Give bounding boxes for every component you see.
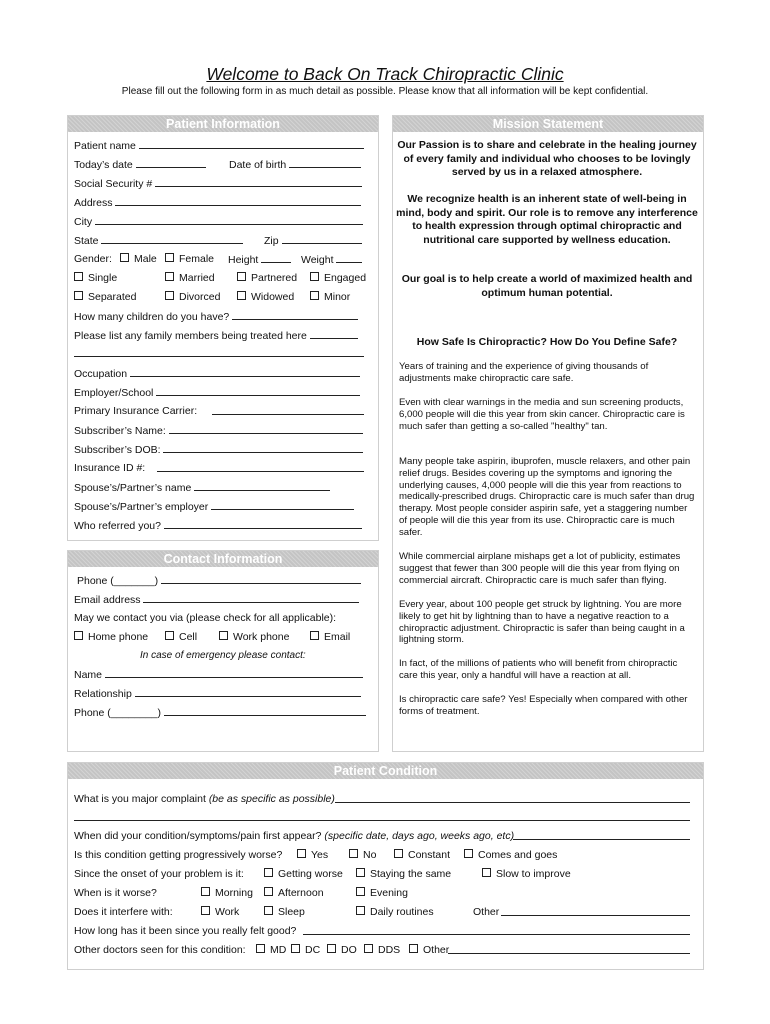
patient-name-label: Patient name: [74, 140, 136, 152]
widowed-option[interactable]: [237, 291, 294, 303]
sleep-checkbox[interactable]: [264, 906, 273, 915]
felt-good-label: How long has it been since you really felt good?: [74, 925, 297, 937]
city-field[interactable]: [95, 215, 363, 225]
patient-name-row: [74, 139, 364, 152]
dds-checkbox[interactable]: [364, 944, 373, 953]
morning-label: Morning: [215, 887, 253, 899]
dds-option[interactable]: [364, 944, 400, 956]
do-checkbox[interactable]: [327, 944, 336, 953]
work-label: Work: [215, 906, 240, 918]
emergency-phone-row: [74, 706, 366, 719]
yes-option[interactable]: [297, 849, 328, 861]
mission-passion: Our Passion is to share and celebrate in the healing journey of every family and individual who chooses to be lovingly served by us in a relaxed atmosphere.: [397, 139, 697, 178]
doctors-other-checkbox[interactable]: [409, 944, 418, 953]
married-label: Married: [179, 272, 215, 284]
morning-option[interactable]: [201, 887, 253, 899]
children-label: How many children do you have?: [74, 311, 230, 323]
onset-label: Since the onset of your problem is it:: [74, 868, 244, 880]
address-label: Address: [74, 197, 113, 209]
occupation-field[interactable]: [130, 367, 360, 377]
email-field[interactable]: [143, 593, 359, 603]
female-label: Female: [179, 253, 215, 265]
engaged-option[interactable]: [310, 272, 366, 284]
comes-goes-checkbox[interactable]: [464, 849, 473, 858]
work-checkbox[interactable]: [201, 906, 210, 915]
female-checkbox[interactable]: [165, 253, 174, 262]
emergency-label: In case of emergency please contact:: [140, 650, 306, 661]
weight-field[interactable]: [336, 253, 362, 263]
slow-label: Slow to improve: [496, 868, 571, 880]
comes-goes-option[interactable]: [464, 849, 557, 861]
interfere-other-row: [473, 906, 499, 918]
relationship-row: [74, 687, 361, 700]
constant-checkbox[interactable]: [394, 849, 403, 858]
staying-label: Staying the same: [370, 868, 452, 880]
separated-checkbox[interactable]: [74, 291, 83, 300]
phone-row: [77, 574, 361, 587]
patient-information-heading: Patient Information: [68, 116, 378, 132]
progressive-label: Is this condition getting progressively worse?: [74, 849, 283, 861]
email-option-label: Email: [324, 631, 351, 643]
no-label: No: [363, 849, 377, 861]
when-worse-label: When is it worse?: [74, 887, 157, 899]
subscriber-name-field[interactable]: [169, 424, 363, 434]
slow-checkbox[interactable]: [482, 868, 491, 877]
comes-goes-label: Comes and goes: [478, 849, 558, 861]
spouse-name-label: Spouse’s/Partner’s name: [74, 482, 192, 494]
complaint-label: What is you major complaint: [74, 793, 206, 805]
married-checkbox[interactable]: [165, 272, 174, 281]
family-field[interactable]: [310, 329, 358, 339]
employer-field[interactable]: [156, 386, 360, 396]
safe-paragraph-4: While commercial airplane mishaps get a lot of publicity, estimates suggest that fewer than 300 people will die this year from flying on commercial aircraft. Chiropractic care is much safer than flying.: [399, 551, 681, 586]
insurance-id-label: Insurance ID #:: [74, 462, 146, 474]
constant-option[interactable]: [394, 849, 450, 861]
address-field[interactable]: [115, 196, 361, 206]
insurance-label: Primary Insurance Carrier:: [74, 405, 198, 417]
single-option[interactable]: [74, 272, 117, 284]
morning-checkbox[interactable]: [201, 887, 210, 896]
mission-statement-heading: Mission Statement: [393, 116, 703, 132]
doctors-other-label: Other: [423, 944, 450, 956]
getting-worse-checkbox[interactable]: [264, 868, 273, 877]
afternoon-option[interactable]: [264, 887, 324, 899]
dds-label: DDS: [378, 944, 401, 956]
ssn-row: [74, 177, 362, 190]
felt-good-field[interactable]: [303, 934, 690, 935]
emergency-phone-label[interactable]: Phone (________): [74, 707, 161, 719]
email-checkbox[interactable]: [310, 631, 319, 640]
minor-label: Minor: [324, 291, 351, 303]
widowed-label: Widowed: [251, 291, 295, 303]
no-option[interactable]: [349, 849, 376, 861]
patient-condition-heading: Patient Condition: [68, 763, 703, 779]
phone-field[interactable]: [161, 574, 361, 584]
first-appear-hint: (specific date, days ago, weeks ago, etc): [324, 830, 515, 842]
male-option[interactable]: [120, 253, 157, 265]
emergency-phone-field[interactable]: [164, 706, 366, 716]
cell-checkbox[interactable]: [165, 631, 174, 640]
work-option[interactable]: [201, 906, 239, 918]
family-row: [74, 329, 358, 342]
emergency-name-label: Name: [74, 669, 103, 681]
email-label: Email address: [74, 594, 141, 606]
date-of-birth-field[interactable]: [289, 158, 361, 168]
weight-row: [301, 253, 362, 266]
subscriber-name-label: Subscriber’s Name:: [74, 425, 166, 437]
spouse-employer-row: [74, 500, 354, 513]
ssn-label: Social Security #: [74, 178, 153, 190]
mission-goal: Our goal is to help create a world of maximized health and optimum human potential.: [401, 273, 693, 299]
dc-option[interactable]: [291, 944, 320, 956]
cell-label: Cell: [179, 631, 198, 643]
referred-field[interactable]: [164, 519, 362, 529]
subscriber-dob-field[interactable]: [163, 443, 363, 453]
dc-checkbox[interactable]: [291, 944, 300, 953]
email-option[interactable]: [310, 631, 350, 643]
safe-paragraph-3: Many people take aspirin, ibuprofen, muscle relaxers, and other pain relief drugs. Besides covering up the symptoms and ignoring the underlying causes, 4,000 people will die this year from reactions to medically-prescribed drugs. Chiropractic care is much safer than drug therapy. Most people consider aspirin safe, yet a staggering number of people will die this year from its use. Chiropractic care is much safer.: [399, 456, 695, 538]
md-option[interactable]: [256, 944, 286, 956]
daily-routines-option[interactable]: [356, 906, 434, 918]
work-phone-label: Work phone: [233, 631, 290, 643]
weight-label: Weight: [301, 254, 334, 266]
md-label: MD: [270, 944, 287, 956]
safe-paragraph-1: Years of training and the experience of giving thousands of adjustments make chiropractic care safe.: [399, 361, 649, 384]
md-checkbox[interactable]: [256, 944, 265, 953]
patient-name-field[interactable]: [139, 139, 364, 149]
evening-checkbox[interactable]: [356, 887, 365, 896]
employer-label: Employer/School: [74, 387, 154, 399]
afternoon-label: Afternoon: [278, 887, 324, 899]
contact-information-heading: Contact Information: [68, 551, 378, 567]
relationship-label: Relationship: [74, 688, 132, 700]
height-row: [228, 253, 291, 266]
spouse-employer-field[interactable]: [211, 500, 354, 510]
gender-label: Gender:: [74, 253, 112, 265]
occupation-row: [74, 367, 360, 380]
employer-row: [74, 386, 360, 399]
todays-date-field[interactable]: [136, 158, 206, 168]
todays-date-label: Today’s date: [74, 159, 133, 171]
emergency-name-field[interactable]: [105, 668, 363, 678]
partnered-option[interactable]: [237, 272, 297, 284]
family-label: Please list any family members being treated here: [74, 330, 307, 342]
city-label: City: [74, 216, 93, 228]
slow-option[interactable]: [482, 868, 571, 880]
occupation-label: Occupation: [74, 368, 128, 380]
staying-checkbox[interactable]: [356, 868, 365, 877]
widowed-checkbox[interactable]: [237, 291, 246, 300]
yes-checkbox[interactable]: [297, 849, 306, 858]
email-row: [74, 593, 359, 606]
subscriber-name-row: [74, 424, 363, 437]
referred-row: [74, 519, 362, 532]
height-field[interactable]: [261, 253, 291, 263]
first-appear-row: [74, 830, 514, 842]
home-phone-option[interactable]: [74, 631, 148, 643]
minor-option[interactable]: [310, 291, 350, 303]
partnered-label: Partnered: [251, 272, 298, 284]
dc-label: DC: [305, 944, 321, 956]
minor-checkbox[interactable]: [310, 291, 319, 300]
separated-label: Separated: [88, 291, 137, 303]
state-field[interactable]: [101, 234, 243, 244]
phone-label[interactable]: Phone (_______): [77, 575, 159, 587]
children-row: [74, 310, 358, 323]
female-option[interactable]: [165, 253, 214, 265]
interfere-other-field[interactable]: [501, 915, 690, 916]
interfere-other-label: Other: [473, 906, 500, 918]
no-checkbox[interactable]: [349, 849, 358, 858]
mission-recognize: We recognize health is an inherent state of well-being in mind, body and spirit. Our role is to remove any interference to health expression through optimal chiropractic and nutritional care supported by wellness education.: [396, 193, 698, 246]
engaged-checkbox[interactable]: [310, 272, 319, 281]
afternoon-checkbox[interactable]: [264, 887, 273, 896]
contact-via-label: May we contact you via (please check for all applicable):: [74, 612, 337, 624]
partnered-checkbox[interactable]: [237, 272, 246, 281]
safe-paragraph-5: Every year, about 100 people get struck by lightning. You are more likely to get hit by lightning than to have a negative reaction to a chiropractic adjustment. Chiropractic is safer than being caught in a lightning storm.: [399, 599, 685, 646]
complaint-field[interactable]: [335, 802, 690, 803]
single-checkbox[interactable]: [74, 272, 83, 281]
subscriber-dob-label: Subscriber’s DOB:: [74, 444, 161, 456]
male-checkbox[interactable]: [120, 253, 129, 262]
insurance-id-row: [74, 462, 145, 474]
constant-label: Constant: [408, 849, 451, 861]
daily-routines-label: Daily routines: [370, 906, 434, 918]
other-doctors-label: Other doctors seen for this condition:: [74, 944, 246, 956]
interfere-label: Does it interfere with:: [74, 906, 173, 918]
getting-worse-label: Getting worse: [278, 868, 343, 880]
male-label: Male: [134, 253, 157, 265]
separated-option[interactable]: [74, 291, 136, 303]
safe-paragraph-2: Even with clear warnings in the media and sun screening products, 6,000 people will die this year from skin cancer. Chiropractic care is much safer than getting a so-called "healthy" tan.: [399, 397, 685, 432]
state-label: State: [74, 235, 99, 247]
doctors-other-option[interactable]: [409, 944, 449, 956]
do-option[interactable]: [327, 944, 357, 956]
date-of-birth-row: [229, 158, 361, 171]
home-phone-checkbox[interactable]: [74, 631, 83, 640]
sleep-option[interactable]: [264, 906, 305, 918]
evening-option[interactable]: [356, 887, 408, 899]
insurance-id-field[interactable]: [157, 471, 364, 472]
subscriber-dob-row: [74, 443, 363, 456]
divorced-checkbox[interactable]: [165, 291, 174, 300]
sleep-label: Sleep: [278, 906, 305, 918]
zip-row: [264, 234, 362, 247]
safe-paragraph-6: In fact, of the millions of patients who will benefit from chiropractic care this year, only a handful will have a reaction at all.: [399, 658, 678, 681]
zip-field[interactable]: [282, 234, 362, 244]
complaint-field-extra-line[interactable]: [74, 820, 690, 821]
first-appear-label: When did your condition/symptoms/pain first appear?: [74, 830, 322, 842]
yes-label: Yes: [311, 849, 329, 861]
safe-heading: How Safe Is Chiropractic? How Do You Define Safe?: [416, 336, 678, 348]
relationship-field[interactable]: [135, 687, 361, 697]
safe-paragraph-7: Is chiropractic care safe? Yes! Especially when compared with other forms of treatment.: [399, 694, 688, 717]
children-field[interactable]: [232, 310, 358, 320]
getting-worse-option[interactable]: [264, 868, 343, 880]
work-phone-option[interactable]: [219, 631, 289, 643]
divorced-label: Divorced: [179, 291, 221, 303]
todays-date-row: [74, 158, 206, 171]
home-phone-label: Home phone: [88, 631, 149, 643]
state-row: [74, 234, 243, 247]
evening-label: Evening: [370, 887, 408, 899]
zip-label: Zip: [264, 235, 279, 247]
single-label: Single: [88, 272, 118, 284]
married-option[interactable]: [165, 272, 215, 284]
work-phone-checkbox[interactable]: [219, 631, 228, 640]
engaged-label: Engaged: [324, 272, 367, 284]
complaint-hint: (be as specific as possible): [208, 793, 335, 805]
divorced-option[interactable]: [165, 291, 220, 303]
first-appear-field[interactable]: [513, 839, 690, 840]
insurance-field[interactable]: [212, 414, 364, 415]
spouse-employer-label: Spouse’s/Partner’s employer: [74, 501, 209, 513]
height-label: Height: [228, 254, 259, 266]
complaint-row: [74, 793, 335, 805]
family-field-extra-line[interactable]: [74, 356, 364, 357]
doctors-other-field[interactable]: [448, 953, 690, 954]
referred-label: Who referred you?: [74, 520, 161, 532]
ssn-field[interactable]: [155, 177, 362, 187]
form-title: Welcome to Back On Track Chiropractic Clinic: [206, 64, 564, 84]
spouse-name-row: [74, 481, 330, 494]
insurance-row: [74, 405, 197, 417]
emergency-name-row: [74, 668, 363, 681]
date-of-birth-label: Date of birth: [229, 159, 287, 171]
do-label: DO: [341, 944, 357, 956]
spouse-name-field[interactable]: [194, 481, 330, 491]
staying-option[interactable]: [356, 868, 451, 880]
cell-option[interactable]: [165, 631, 197, 643]
form-subtitle: Please fill out the following form in as much detail as possible. Please know that all information will be kept confidential.: [121, 86, 649, 97]
daily-routines-checkbox[interactable]: [356, 906, 365, 915]
city-row: [74, 215, 363, 228]
address-row: [74, 196, 361, 209]
